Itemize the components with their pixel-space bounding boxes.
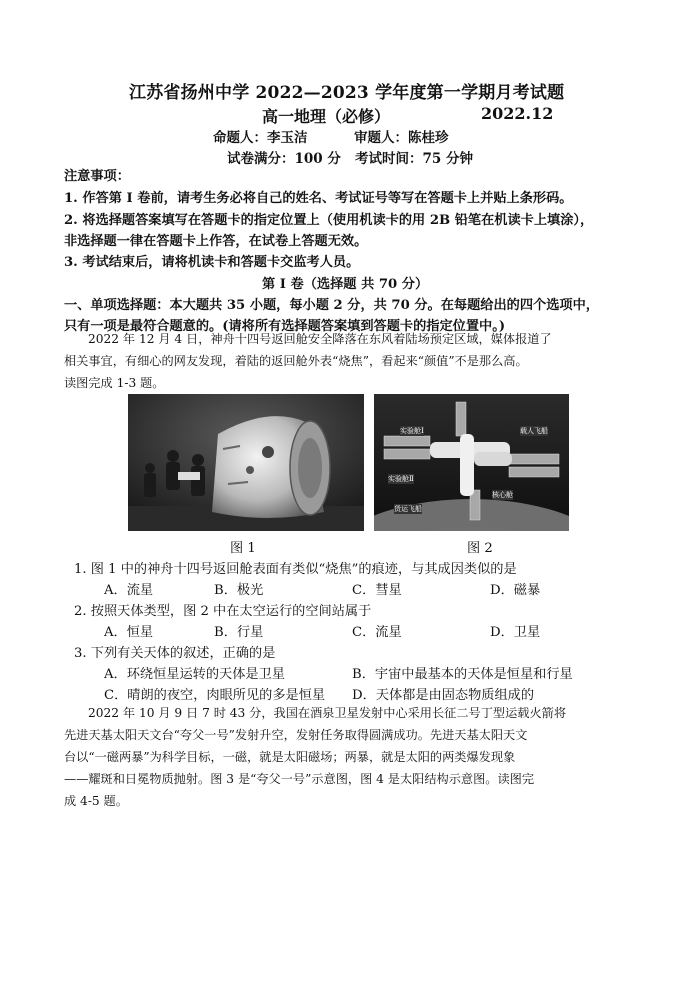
question-1-option-b: B．极光 [214,583,264,598]
notes-heading: 注意事项： [64,169,130,184]
question-2-option-c: C．流星 [352,625,402,640]
exam-date: 2022.12 [481,104,554,123]
fig2-label-core: 核心舱 [492,491,513,499]
setter: 命题人：李玉洁 [213,130,308,146]
passage2-line5: 成 4-5 题。 [64,794,128,808]
question-1-option-c: C．彗星 [352,583,402,598]
question-1-option-d: D．磁暴 [490,583,541,598]
passage1-line3: 读图完成 1-3 题。 [64,376,165,390]
reviewer: 审题人：陈桂珍 [354,130,449,146]
figure-1-caption: 图 1 [230,541,256,556]
passage2-line2: 先进天基太阳天文台“夸父一号”发射升空，发射任务取得圆满成功。先进天基太阳天文 [64,728,528,742]
exam-title: 江苏省扬州中学 2022—2023 学年度第一学期月考试题 [129,83,565,103]
question-1-option-a: A．流星 [104,583,154,598]
figure-2-caption: 图 2 [467,541,493,556]
fig2-label-crew: 载人飞船 [520,427,548,435]
section-intro-2: 只有一项是最符合题意的。(请将所有选择题答案填到答题卡的指定位置中。) [64,319,506,334]
exam-meta: 试卷满分：100 分 考试时间：75 分钟 [227,151,473,167]
section-intro-1: 一、单项选择题：本大题共 35 小题，每小题 2 分，共 70 分。在每题给出的四个选项中， [64,298,599,313]
question-2-stem: 2. 按照天体类型，图 2 中在太空运行的空间站属于 [74,604,372,619]
question-3-stem: 3. 下列有关天体的叙述，正确的是 [74,646,276,661]
passage2-line1: 2022 年 10 月 9 日 7 时 43 分，我国在酒泉卫星发射中心采用长征二号丁型运载火箭将 [88,706,567,720]
fig2-label-lab1: 实验舱Ⅰ [400,427,424,435]
question-3-option-a: A．环绕恒星运转的天体是卫星 [104,667,285,682]
figure-1-photo [128,394,364,531]
fig2-label-cargo: 货运飞船 [394,505,422,513]
note-2: 2. 将选择题答案填写在答题卡的指定位置上（使用机读卡的用 2B 铅笔在机读卡上填涂）， [64,213,594,228]
note-1: 1. 作答第 Ⅰ 卷前，请考生务必将自己的姓名、考试证号等写在答题卡上并贴上条形码。 [64,191,573,206]
question-2-option-b: B．行星 [214,625,264,640]
question-2-option-d: D．卫星 [490,625,541,640]
passage1-line2: 相关事宜，有细心的网友发现，着陆的返回舱外表“烧焦”，看起来“颜值”不是那么高。 [64,354,528,368]
passage1-line1: 2022 年 12 月 4 日，神舟十四号返回舱安全降落在东风着陆场预定区域，媒体报道了 [88,332,552,346]
section-title: 第 Ⅰ 卷（选择题 共 70 分） [262,277,429,292]
fig2-label-lab2: 实验舱Ⅱ [388,475,414,483]
passage2-line4: ——耀斑和日冕物质抛射。图 3 是“夸父一号”示意图，图 4 是太阳结构示意图。读图完 [64,772,535,786]
question-2-option-a: A．恒星 [104,625,154,640]
note-2-cont: 非选择题一律在答题卡上作答，在试卷上答题无效。 [64,234,368,249]
question-3-option-d: D．天体都是由固态物质组成的 [352,688,535,703]
question-1-stem: 1. 图 1 中的神舟十四号返回舱表面有类似“烧焦”的痕迹，与其成因类似的是 [74,562,517,577]
figure-2-photo [374,394,569,531]
question-3-option-c: C．晴朗的夜空，肉眼所见的多是恒星 [104,688,326,703]
question-3-option-b: B．宇宙中最基本的天体是恒星和行星 [352,667,573,682]
exam-subject: 高一地理（必修） [262,107,391,126]
passage2-line3: 台以“一磁两暴”为科学目标，一磁，就是太阳磁场；两暴，就是太阳的两类爆发现象 [64,750,516,764]
note-3: 3. 考试结束后，请将机读卡和答题卡交监考人员。 [64,255,360,270]
